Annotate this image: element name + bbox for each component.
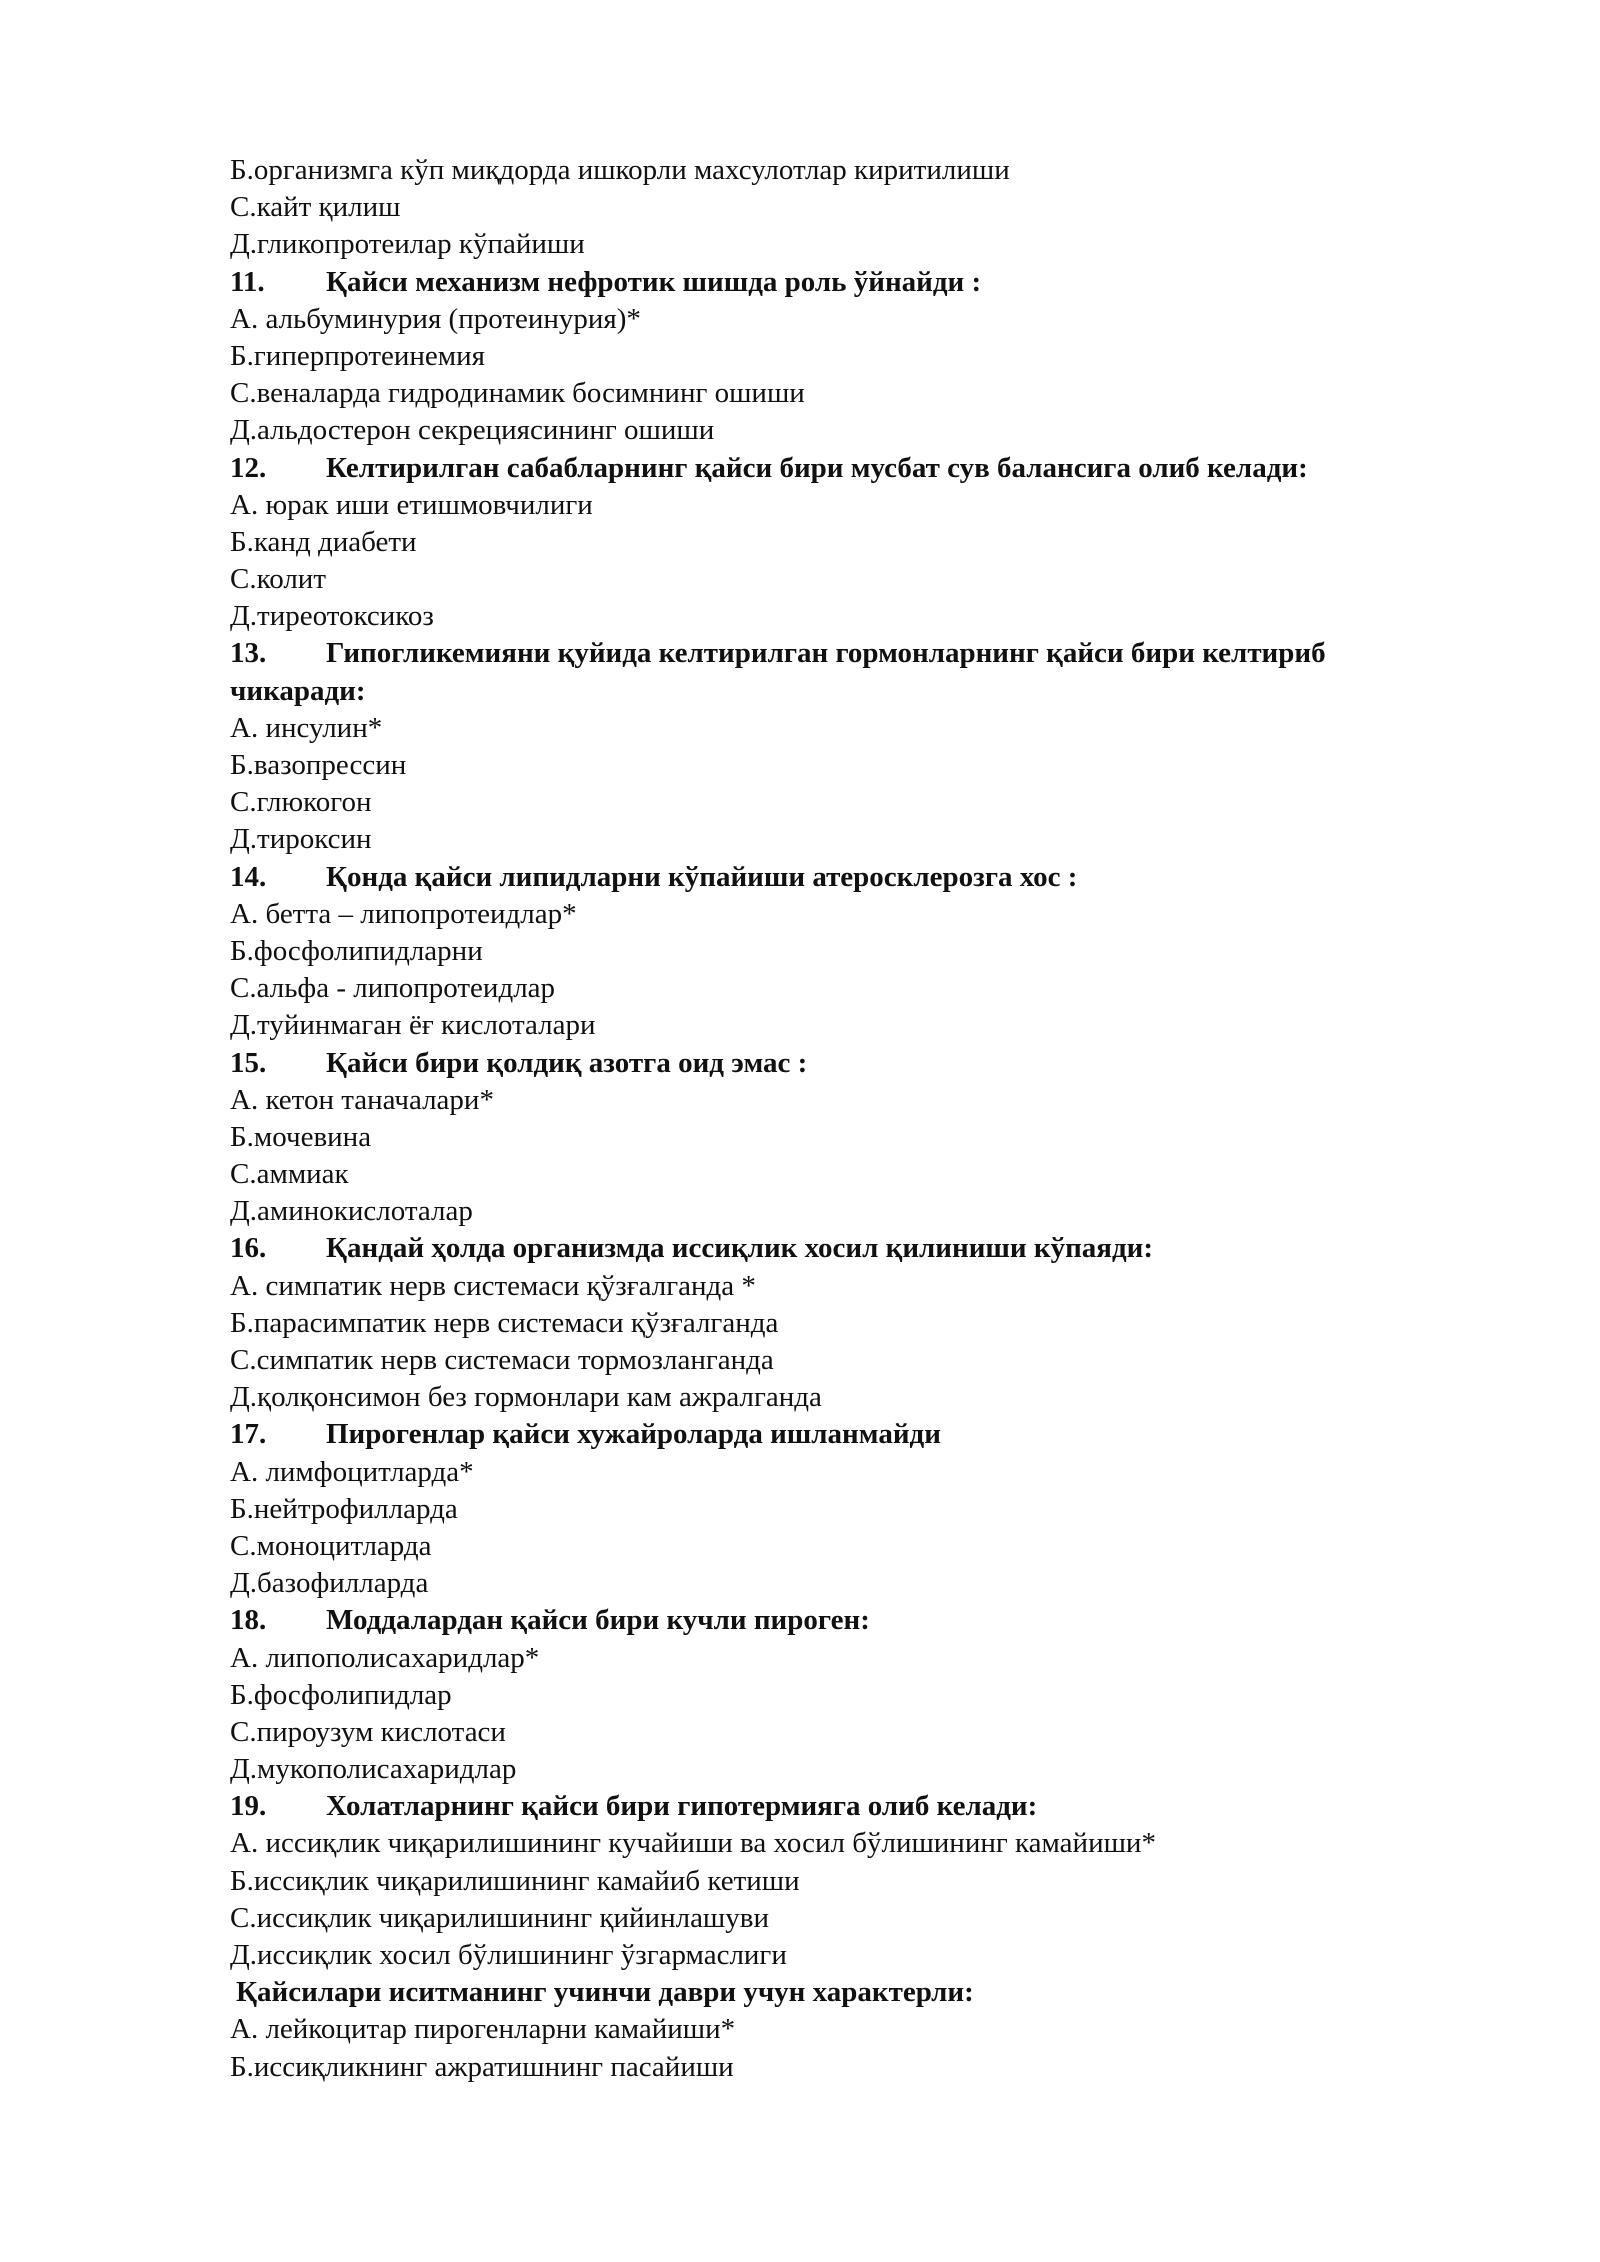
answer-option: Д.аминокислоталар (230, 1195, 473, 1228)
answer-option: А. альбуминурия (протеинурия)* (230, 302, 641, 335)
question-number: 16. (230, 1232, 267, 1265)
question-number: 12. (230, 451, 267, 484)
answer-option: А. иссиқлик чиқарилишининг кучайиши ва хосил бўлишининг камайиши* (230, 1827, 1156, 1860)
question-text: Холатларнинг қайси бири гипотермияга олиб келади: (326, 1790, 1038, 1823)
answer-option: Д.тироксин (230, 823, 372, 856)
question-text: Қайси механизм нефротик шишда роль ўйнайди : (326, 265, 982, 298)
answer-option: А. инсулин* (230, 711, 383, 744)
answer-option: Д.мукополисахаридлар (230, 1753, 517, 1786)
answer-option: С.моноцитларда (230, 1529, 432, 1562)
answer-option: С.иссиқлик чиқарилишининг қийинлашуви (230, 1901, 769, 1934)
answer-option: С.симпатик нерв системаси тормозланганда (230, 1344, 774, 1377)
answer-option: Д.қолқонсимон без гормонлари кам ажралганда (230, 1381, 822, 1414)
answer-option: Б.фосфолипидлар (230, 1678, 452, 1711)
answer-option: А. кетон таначалари* (230, 1083, 494, 1116)
answer-option: Б.иссиқлик чиқарилишининг камайиб кетиши (230, 1864, 800, 1897)
question-heading (230, 450, 1490, 487)
question-heading (230, 1788, 1490, 1825)
question-number: 11. (230, 265, 265, 298)
question-heading (230, 1045, 1490, 1082)
question-number: 15. (230, 1046, 267, 1079)
question-text-continued: чикаради: (230, 674, 366, 707)
answer-option: Б.иссиқликнинг ажратишнинг пасайиши (230, 2050, 734, 2083)
answer-option: Д.иссиқлик хосил бўлишининг ўзгармаслиги (230, 1939, 787, 1972)
answer-option: Б.канд диабети (230, 525, 417, 558)
answer-option: С.кайт қилиш (230, 191, 401, 224)
answer-option: Б.мочевина (230, 1120, 372, 1153)
question-text: Қайси бири қолдиқ азотга оид эмас : (326, 1046, 808, 1079)
answer-option: А. лейкоцитар пирогенларни камайиши* (230, 2013, 736, 2046)
answer-option: Д.гликопротеилар кўпайиши (230, 228, 585, 261)
question-number: 19. (230, 1790, 267, 1823)
question-heading (230, 1230, 1490, 1267)
answer-option: Б.вазопрессин (230, 749, 407, 782)
answer-option: Б.гиперпротеинемия (230, 339, 486, 372)
question-text: Қайсилари иситманинг учинчи даври учун характерли: (236, 1976, 974, 2009)
question-text: Гипогликемияни қуйида келтирилган гормонларнинг қайси бири келтириб (326, 637, 1326, 670)
answer-option: Д.тиреотоксикоз (230, 600, 434, 633)
answer-option: Д.альдостерон секрециясининг ошиши (230, 414, 715, 447)
answer-option: А. бетта – липопротеидлар* (230, 897, 577, 930)
answer-option: С.колит (230, 563, 326, 596)
answer-option: С.аммиак (230, 1158, 349, 1191)
answer-option: А. симпатик нерв системаси қўзғалганда * (230, 1269, 756, 1302)
answer-option: С.глюкогон (230, 786, 372, 819)
answer-option: А. липополисахаридлар* (230, 1641, 540, 1674)
question-number: 18. (230, 1604, 267, 1637)
answer-option: Б.нейтрофилларда (230, 1492, 458, 1525)
answer-option: А. юрак иши етишмовчилиги (230, 488, 593, 521)
question-heading (230, 635, 1490, 672)
question-text: Қандай ҳолда организмда иссиқлик хосил қилиниши кўпаяди: (326, 1232, 1154, 1265)
question-number: 14. (230, 860, 267, 893)
answer-option: Б.парасимпатик нерв системаси қўзғалганда (230, 1306, 779, 1339)
question-heading (230, 1602, 1490, 1639)
question-text: Келтирилган сабабларнинг қайси бири мусбат сув балансига олиб келади: (326, 451, 1308, 484)
question-text: Қонда қайси липидларни кўпайиши атеросклерозга хос : (326, 860, 1078, 893)
question-heading (230, 264, 1490, 301)
answer-option: С.пироузум кислотаси (230, 1715, 506, 1748)
question-heading (230, 1416, 1490, 1453)
question-heading (230, 859, 1490, 896)
question-heading (230, 1974, 1490, 2011)
answer-option: С.альфа - липопротеидлар (230, 972, 556, 1005)
answer-option: С.веналарда гидродинамик босимнинг ошиши (230, 377, 805, 410)
answer-option: Д.туйинмаган ёғ кислоталари (230, 1009, 596, 1042)
answer-option: Б.организмга кўп миқдорда ишкорли махсулотлар киритилиши (230, 154, 1010, 186)
answer-option: Б.фосфолипидларни (230, 934, 483, 967)
answer-option: Д.базофилларда (230, 1567, 429, 1600)
question-number: 17. (230, 1418, 267, 1451)
question-number: 13. (230, 637, 267, 670)
question-text: Моддалардан қайси бири кучли пироген: (326, 1604, 870, 1637)
document-page (230, 152, 1490, 2086)
question-text: Пирогенлар қайси хужайроларда ишланмайди (326, 1418, 941, 1451)
answer-option: А. лимфоцитларда* (230, 1455, 474, 1488)
